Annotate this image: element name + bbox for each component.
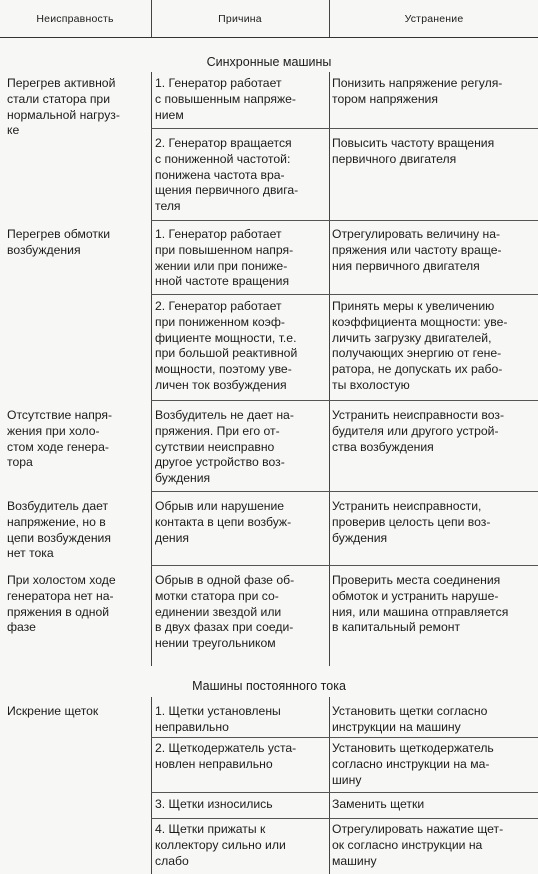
cause-cell: Обрыв в одной фазе об- мотки статора при со- единении звездой или в двух фазах при соеди- нении треугольником	[155, 573, 295, 651]
cause-cell: 3. Щетки износились	[155, 797, 273, 811]
header-cause: Причина	[218, 12, 262, 25]
fix-cell: Установить щеткодержатель согласно инструкции на ма- шину	[332, 741, 494, 787]
row-divider	[151, 565, 538, 566]
fault-cell: Искрение щеток	[7, 704, 99, 718]
fault-cell: При холостом ходе генератора нет на- пряжения в одной фазе	[7, 573, 116, 635]
row-divider	[151, 491, 538, 492]
row-divider	[151, 792, 538, 793]
header-divider	[151, 0, 152, 37]
cause-cell: 1. Генератор работает с повышенным напряже- нием	[155, 76, 296, 122]
header-fault: Неисправность	[36, 12, 114, 25]
cause-cell: Возбудитель не дает на- пряжения. При его от- сутствии неисправно другое устройство воз- буждения	[155, 408, 294, 486]
cause-cell: 2. Генератор вращается с пониженной частотой: понижена частота вра- щения первичного двига- теля	[155, 136, 299, 214]
fix-cell: Устранить неисправности воз- будителя или другого устрой- ства возбуждения	[332, 408, 505, 454]
row-divider	[151, 294, 538, 295]
header-fix: Устранение	[404, 12, 464, 25]
column-divider	[151, 72, 152, 666]
cause-cell: Обрыв или нарушение контакта в цепи возбуж- дения	[155, 499, 292, 545]
cause-cell: 2. Щеткодержатель уста- новлен неправильно	[155, 741, 297, 771]
column-divider	[329, 72, 330, 666]
header-divider	[329, 0, 330, 37]
cause-cell: 1. Генератор работает при повышенном напря- жении или при пониже- нной частоте вращения	[155, 227, 294, 289]
fix-cell: Понизить напряжение регуля- тором напряжения	[332, 76, 503, 106]
fix-cell: Повысить частоту вращения первичного двигателя	[332, 136, 495, 166]
row-divider	[151, 818, 538, 819]
section-title-dc-machines: Машины постоянного тока	[192, 679, 346, 693]
fix-cell: Установить щетки согласно инструкции на машину	[332, 704, 488, 734]
cause-cell: 2. Генератор работает при пониженном коэф- фициенте мощности, т.е. при большой реактивной мощности, поэтому уве- личен ток возбуждения	[155, 299, 298, 392]
row-divider	[151, 737, 538, 738]
fix-cell: Отрегулировать величину на- пряжения или частоту враще- ния первичного двигателя	[332, 227, 502, 273]
column-divider	[329, 697, 330, 874]
fix-cell: Проверить места соединения обмоток и устранить наруше- ния, или машина отправляется в капитальный ремонт	[332, 573, 509, 635]
row-divider	[151, 220, 538, 221]
fix-cell: Устранить неисправности, проверив целость цепи воз- буждения	[332, 499, 491, 545]
table-header	[0, 0, 538, 38]
cause-cell: 4. Щетки прижаты к коллектору сильно или слабо	[155, 822, 286, 868]
fault-cell: Перегрев активной стали статора при нормальной нагруз- ке	[7, 76, 120, 138]
fix-cell: Отрегулировать нажатие щет- ок согласно инструкции на машину	[332, 822, 504, 868]
fault-cell: Отсутствие напря- жения при холо- стом ходе генера- тора	[7, 408, 113, 470]
fault-cell: Возбудитель дает напряжение, но в цепи возбуждения нет тока	[7, 499, 111, 561]
row-divider	[151, 400, 538, 401]
section-title-synchronous: Синхронные машины	[206, 55, 332, 69]
cause-cell: 1. Щетки установлены неправильно	[155, 704, 281, 734]
fix-cell: Принять меры к увеличению коэффициента мощности: уве- личить загрузку двигателей, получающих энергию от гене- ратора, не допускать их рабо- ты вхолостую	[332, 299, 508, 392]
row-divider	[151, 128, 538, 129]
column-divider	[151, 697, 152, 874]
fault-cell: Перегрев обмотки возбуждения	[7, 227, 111, 257]
fix-cell: Заменить щетки	[332, 797, 425, 811]
